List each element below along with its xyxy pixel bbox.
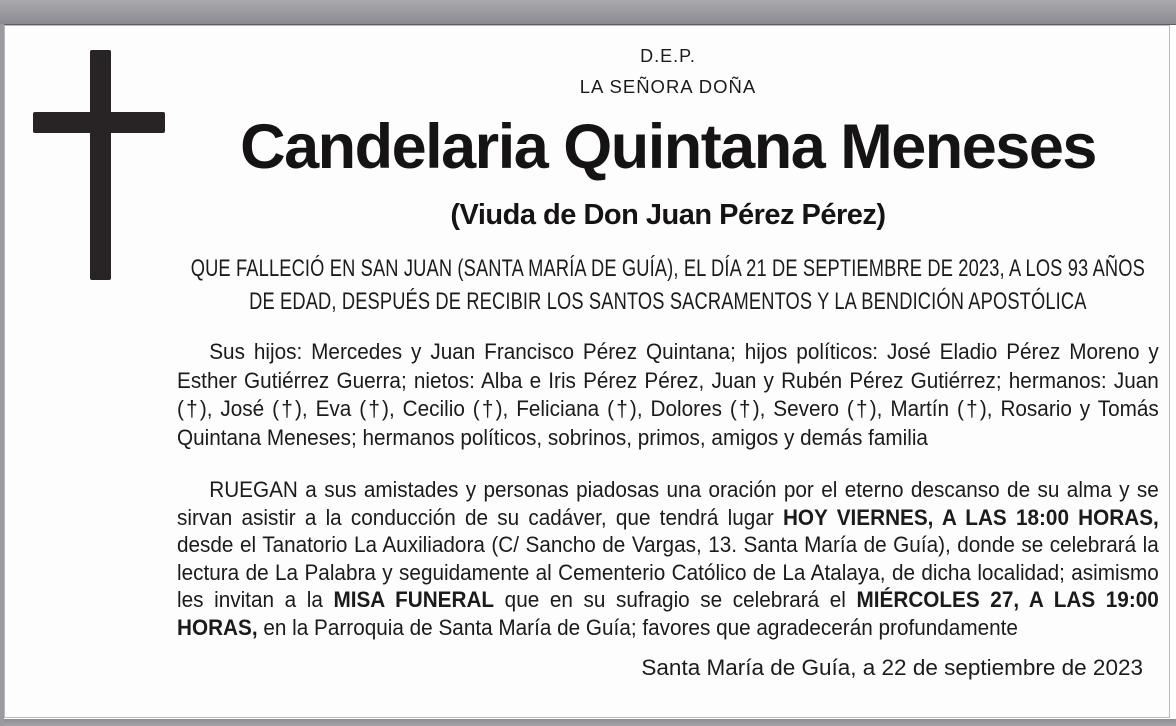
epitaph-abbreviation: D.E.P. bbox=[640, 46, 696, 66]
obituary-content bbox=[177, 26, 1159, 680]
closing-dateline: Santa María de Guía, a 22 de septiembre de 2023 bbox=[641, 655, 1143, 680]
body-text: RUEGAN a sus amistades y personas piadosas una oración por el eterno descanso de su alma y se sirvan asistir a la conducción de su cadáver, que tendrá lugar bbox=[177, 477, 1159, 530]
body-text: desde el Tanatorio La Auxiliadora (C/ Sancho de Vargas, 13. Santa María de Guía), donde se celebrará la lectura de La Palabra y seguidamente al Cementerio Católico de La Atalaya, de dicha localidad; asimismo les invitan a la bbox=[177, 532, 1159, 612]
emphasis-text: MISA FUNERAL bbox=[333, 587, 495, 612]
body-text: en la Parroquia de Santa María de Guía; favores que agradecerán profundamente bbox=[257, 614, 1018, 640]
emphasis-text: HOY VIERNES, A LAS 18:00 HORAS, bbox=[782, 504, 1159, 530]
window-bottom-edge bbox=[4, 719, 1176, 726]
emphasis-text: MIÉRCOLES 27, A LAS 19:00 HORAS, bbox=[177, 587, 1159, 640]
widow-line: (Viuda de Don Juan Pérez Pérez) bbox=[450, 199, 886, 231]
cross-vertical-bar bbox=[90, 50, 111, 280]
deceased-name: Candelaria Quintana Meneses bbox=[240, 112, 1096, 182]
body-text: que en su sufragio se celebrará el bbox=[494, 587, 857, 612]
death-notice: QUE FALLECIÓ EN SAN JUAN (SANTA MARÍA DE GUÍA), EL DÍA 21 DE SEPTIEMBRE DE 2023, A LOS 93 AÑOS DE EDAD, DESPUÉS DE RECIBIR LOS SANTOS SACRAMENTOS Y LA BENDICIÓN APOSTÓLICA bbox=[190, 255, 1145, 315]
window-top-edge bbox=[0, 0, 1176, 25]
funeral-request-paragraph bbox=[177, 476, 1159, 641]
family-paragraph: Sus hijos: Mercedes y Juan Francisco Pérez Quintana; hijos políticos: José Eladio Pérez Moreno y Esther Gutiérrez Guerra; nietos: Alba e Iris Pérez Pérez, Juan y Rubén Pérez Gutiérrez; hermanos: Juan (†), José (†), Eva (†), Cecilio (†), Feliciana (†), Dolores (†), Severo (†), Martín (†), Rosario y Tomás Quintana Meneses; hermanos políticos, sobrinos, primos, amigos y demás familia bbox=[177, 339, 1159, 450]
cross-icon bbox=[33, 50, 165, 280]
obituary-card bbox=[4, 25, 1170, 718]
honorific-line: LA SEÑORA DOÑA bbox=[579, 76, 757, 97]
cross-horizontal-bar bbox=[33, 112, 165, 133]
